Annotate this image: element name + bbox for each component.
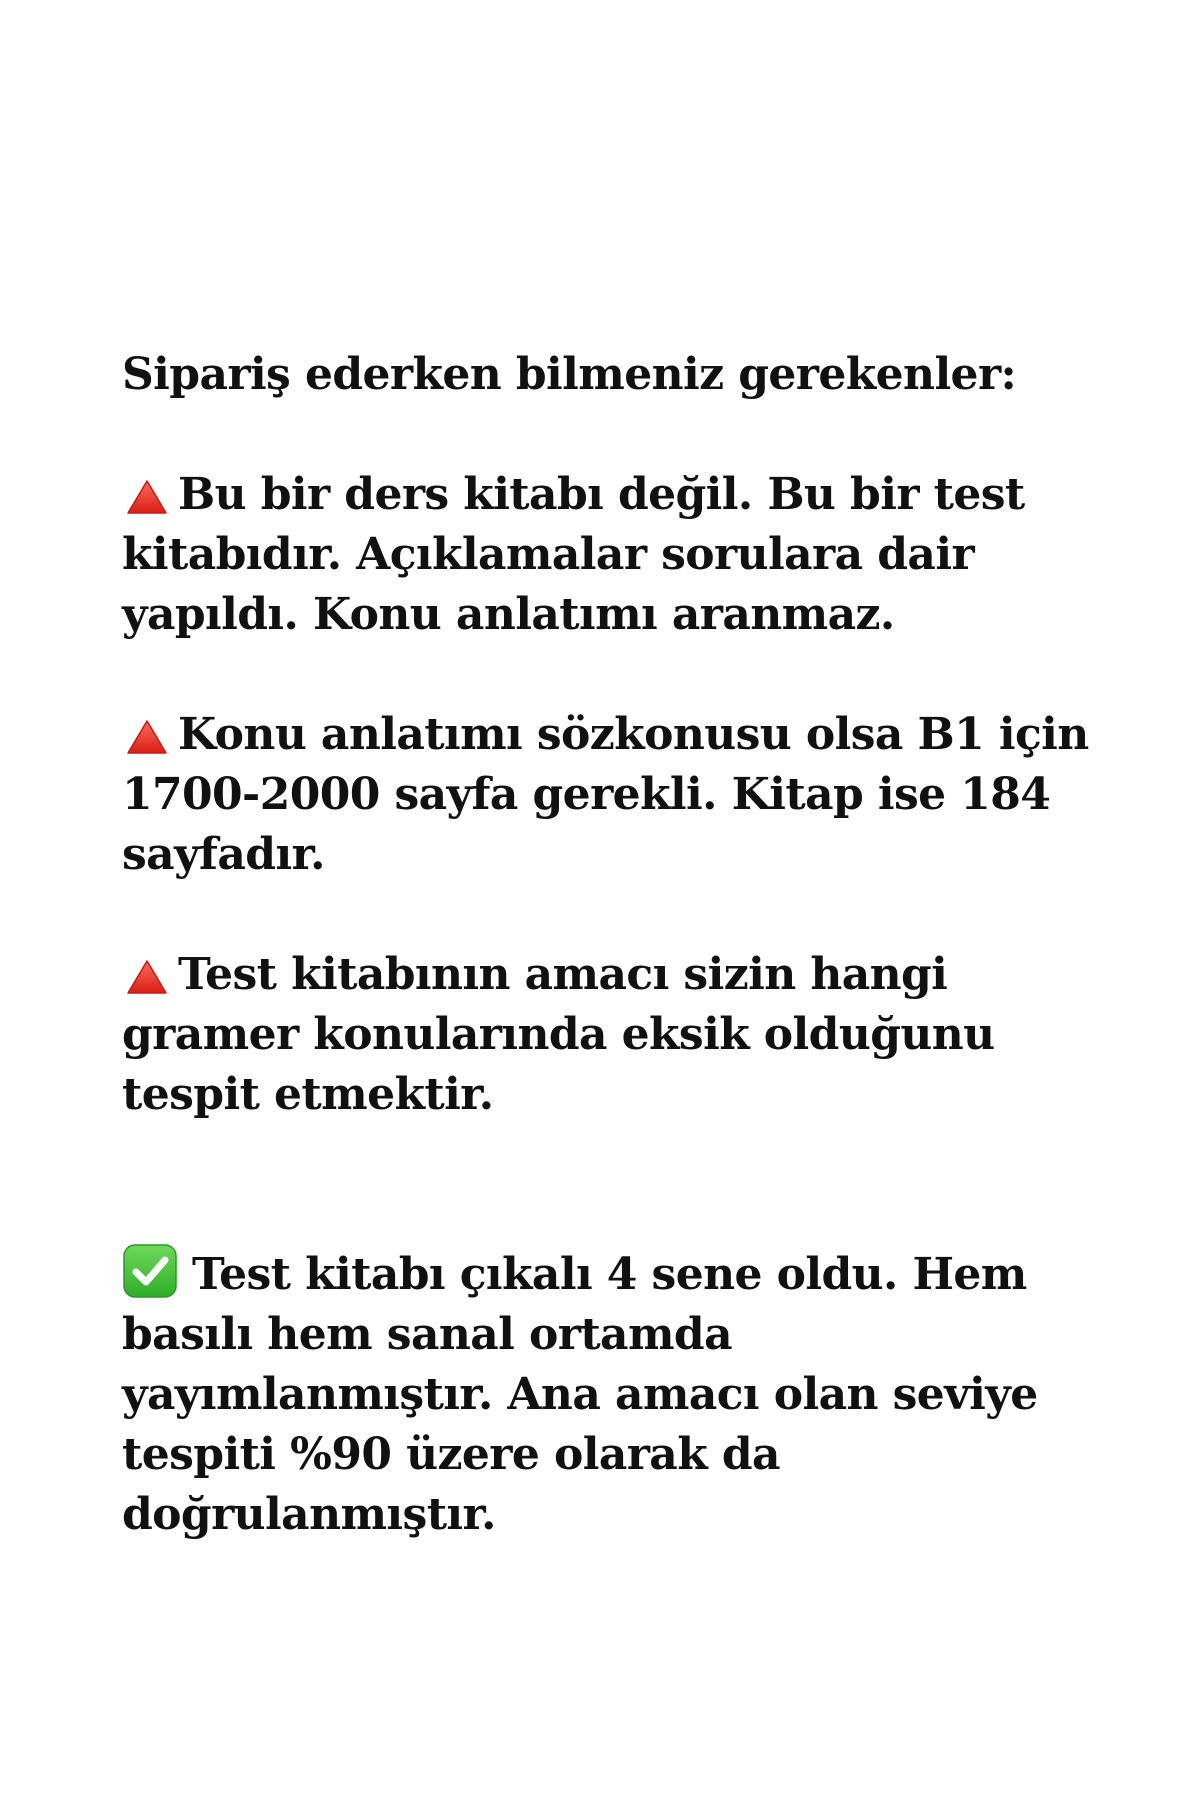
notice-content: [122, 345, 1102, 1605]
green-check-box-icon: [122, 1243, 178, 1299]
notice-item-text: Test kitabı çıkalı 4 sene oldu. Hem basılı hem sanal ortamda yayımlanmıştır. Ana amacı olan seviye tespiti %90 üzere olarak da doğrulanmıştır.: [122, 1249, 1038, 1540]
notice-item-1: [122, 465, 1102, 645]
red-triangle-up-icon: [126, 719, 168, 755]
red-triangle-up-icon: [126, 959, 168, 995]
page-heading: Sipariş ederken bilmeniz gerekenler:: [122, 349, 1017, 400]
notice-item-text: Test kitabının amacı sizin hangi gramer konularında eksik olduğunu tespit etmektir.: [122, 949, 995, 1120]
red-triangle-up-icon: [126, 479, 168, 515]
notice-item-text: Konu anlatımı sözkonusu olsa B1 için 1700-2000 sayfa gerekli. Kitap ise 184 sayfadır.: [122, 709, 1089, 880]
notice-item-2: [122, 705, 1102, 885]
notice-item-3: [122, 945, 1102, 1125]
notice-item-text: Bu bir ders kitabı değil. Bu bir test kitabıdır. Açıklamalar sorulara dair yapıldı. Konu anlatımı aranmaz.: [122, 469, 1025, 640]
notice-item-4: [122, 1243, 1102, 1545]
